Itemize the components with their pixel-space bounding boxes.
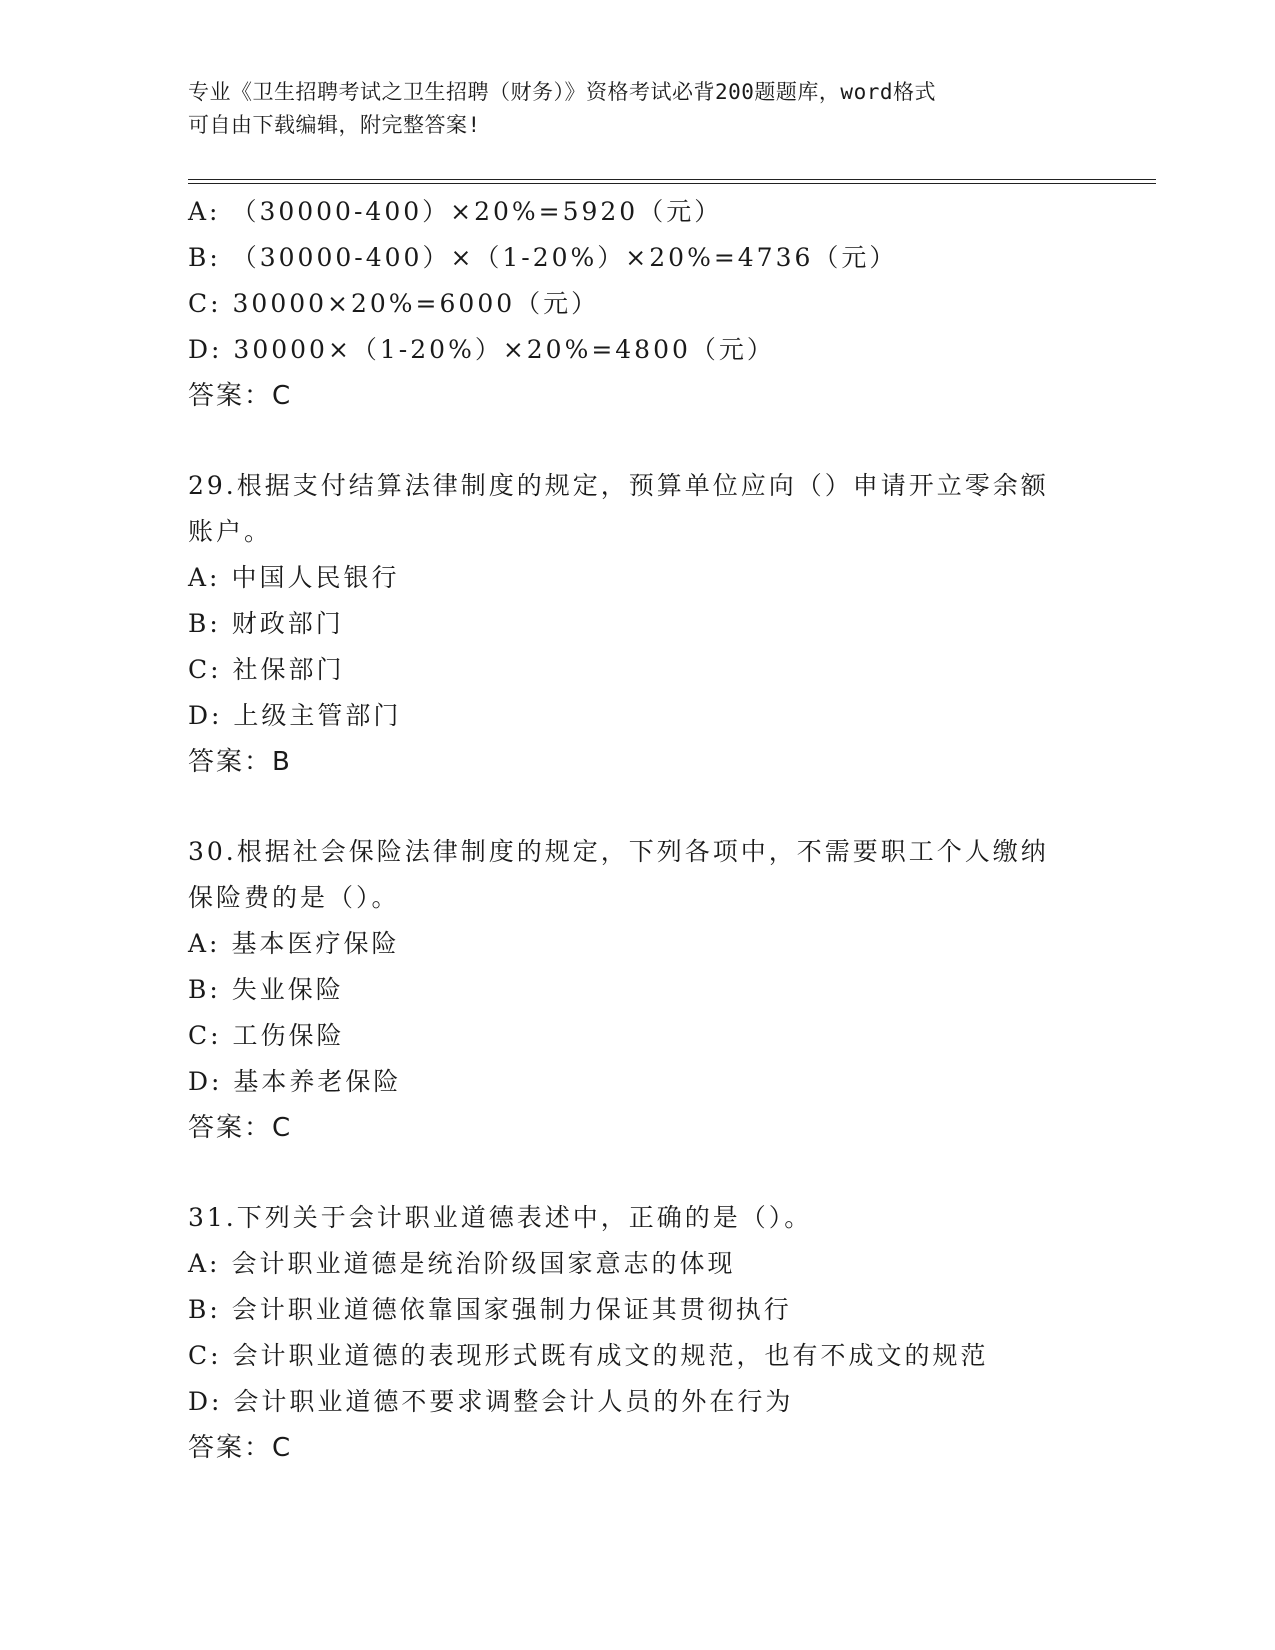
option-c: C: 会计职业道德的表现形式既有成文的规范，也有不成文的规范 [188, 1341, 989, 1370]
question-28 [188, 189, 1148, 419]
option-b: B: 失业保险 [188, 975, 344, 1004]
document-header [188, 76, 1068, 142]
question-29 [188, 463, 1148, 785]
option-a: A: 会计职业道德是统治阶级国家意志的体现 [188, 1249, 736, 1278]
header-divider [188, 179, 1156, 184]
header-line-2: 可自由下载编辑，附完整答案! [188, 113, 481, 137]
option-c: C: 工伤保险 [188, 1021, 345, 1050]
option-b: B: 会计职业道德依靠国家强制力保证其贯彻执行 [188, 1295, 792, 1324]
question-stem: 31.下列关于会计职业道德表述中，正确的是（）。 [188, 1203, 813, 1232]
header-line-1: 专业《卫生招聘考试之卫生招聘（财务）》资格考试必背200题题库，word格式 [188, 80, 936, 104]
option-a: A: 基本医疗保险 [188, 929, 400, 958]
question-stem: 29.根据支付结算法律制度的规定，预算单位应向（）申请开立零余额 [188, 471, 1049, 500]
option-d: D: 基本养老保险 [188, 1067, 402, 1096]
question-list [188, 189, 1148, 1471]
option-d: D: 会计职业道德不要求调整会计人员的外在行为 [188, 1387, 794, 1416]
option-c: C: 30000×20%=6000（元） [188, 289, 600, 318]
option-a: A: 中国人民银行 [188, 563, 400, 592]
option-a: A: （30000-400）×20%=5920（元） [188, 197, 723, 226]
question-stem: 30.根据社会保险法律制度的规定，下列各项中，不需要职工个人缴纳 [188, 837, 1049, 866]
answer: 答案：C [188, 1113, 293, 1143]
answer: 答案：C [188, 1433, 293, 1463]
question-stem-continued: 账户。 [188, 517, 273, 546]
question-30 [188, 829, 1148, 1151]
option-b: B: （30000-400）×（1-20%）×20%=4736（元） [188, 243, 898, 272]
answer: 答案：B [188, 747, 292, 777]
option-d: D: 30000×（1-20%）×20%=4800（元） [188, 335, 775, 364]
question-31 [188, 1195, 1148, 1471]
question-stem-continued: 保险费的是（）。 [188, 883, 400, 912]
option-d: D: 上级主管部门 [188, 701, 402, 730]
option-b: B: 财政部门 [188, 609, 344, 638]
option-c: C: 社保部门 [188, 655, 345, 684]
answer: 答案：C [188, 381, 293, 411]
